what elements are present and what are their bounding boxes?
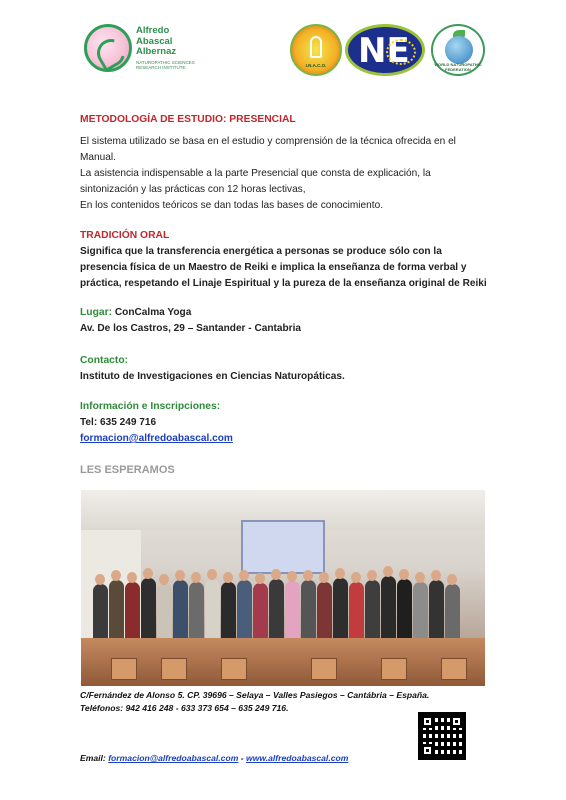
logo-emblem-icon <box>84 24 132 72</box>
metodologia-line: La asistencia indispensable a la parte Presencial que consta de explicación, la <box>80 168 431 179</box>
contacto-value: Instituto de Investigaciones en Ciencias Naturopáticas. <box>80 371 345 382</box>
chairs <box>81 638 485 686</box>
group-of-people <box>91 562 471 642</box>
world-naturopathic-federation-badge-icon: WORLD NATUROPATHIC FEDERATION <box>431 24 485 76</box>
footer-separator: - <box>240 753 244 763</box>
lugar-label: Lugar: <box>80 307 113 318</box>
lugar-address: Av. De los Castros, 29 – Santander - Cantabria <box>80 323 302 334</box>
tradicion-line: práctica, respetando el Linaje Espiritual y la pureza de la enseñanza original de Reiki <box>80 278 487 289</box>
metodologia-line: sintonización y las prácticas con 12 horas lectivas, <box>80 184 306 195</box>
lugar-section <box>80 305 500 337</box>
tradicion-section <box>80 228 500 292</box>
footer-address: C/Fernández de Alonso 5. CP. 39696 – Selaya – Valles Pasiegos – Cantábria – España. <box>80 690 430 700</box>
contacto-section <box>80 353 500 385</box>
metodologia-line: El sistema utilizado se basa en el estudio y comprensión de la técnica ofrecida en el <box>80 136 456 147</box>
footer-email-label: Email: <box>80 753 106 763</box>
info-phone: Tel: 635 249 716 <box>80 417 157 428</box>
metodologia-section <box>80 112 500 214</box>
metodologia-line: En los contenidos teóricos se dan todas las bases de conocimiento. <box>80 200 383 211</box>
tradicion-line: presencia física de un Maestro de Reiki e implica la enseñanza de forma verbal y <box>80 262 467 273</box>
les-esperamos-heading: LES ESPERAMOS <box>80 464 175 476</box>
qr-code-icon <box>418 712 466 760</box>
ne-badge-icon: NE <box>345 24 425 76</box>
group-photo <box>81 490 485 686</box>
globe-icon <box>445 36 473 64</box>
footer-email-link[interactable]: formacion@alfredoabascal.com <box>108 753 239 763</box>
info-label: Información e Inscripciones: <box>80 401 221 412</box>
footer-website-link[interactable]: www.alfredoabascal.com <box>246 753 349 763</box>
info-section <box>80 399 500 447</box>
eu-stars-ring-icon <box>386 39 416 65</box>
footer-contact-line <box>80 753 348 763</box>
logo-name: Alfredo Abascal Albernaz <box>136 25 177 57</box>
logo-tagline: NATUROPATHIC SCIENCES RESEARCH INSTITUTE <box>136 60 195 70</box>
metodologia-line: Manual. <box>80 152 116 163</box>
tradicion-heading: TRADICIÓN ORAL <box>80 230 170 241</box>
inaco-badge-icon: I.N.A.C.O. <box>290 24 342 76</box>
footer-phones: Teléfonos: 942 416 248 - 633 373 654 – 635 249 716. <box>80 703 289 713</box>
institute-logo <box>84 22 204 78</box>
metodologia-heading: METODOLOGÍA DE ESTUDIO: PRESENCIAL <box>80 114 296 125</box>
contacto-label: Contacto: <box>80 355 129 366</box>
lugar-value: ConCalma Yoga <box>114 307 192 318</box>
human-figure-icon <box>310 36 322 58</box>
info-email-link[interactable]: formacion@alfredoabascal.com <box>80 433 233 444</box>
tradicion-line: Significa que la transferencia energética a personas se produce sólo con la <box>80 246 442 257</box>
